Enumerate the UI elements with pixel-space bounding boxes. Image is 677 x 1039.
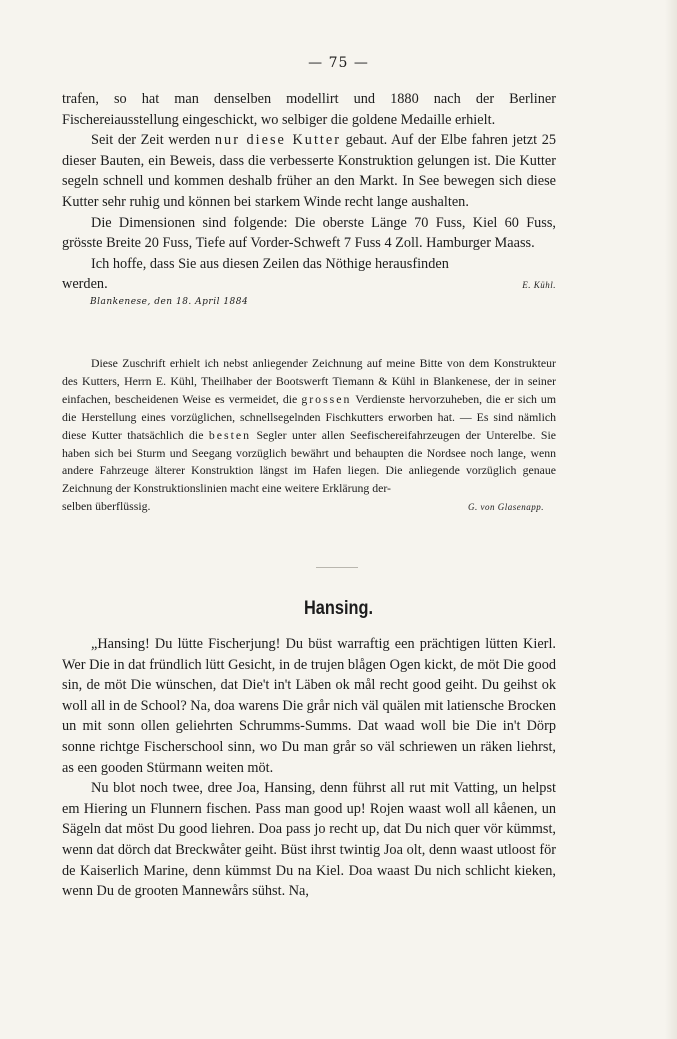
comment-signature: G. von Glasenapp.	[468, 502, 544, 513]
letter-last-word: werden.	[62, 276, 108, 293]
story-section	[62, 634, 556, 902]
letter-date: Blankenese, den 18. April 1884	[90, 296, 249, 307]
story-paragraph: „Hansing! Du lütte Fischerjung! Du büst warraftig een prächtigen lütten Kierl. Wer Die in dat fründlich lütt Gesicht, in de trujen blågen Ogen kickt, de möt Die good sin, de möt Die wünschen, dat Die't in't Läben ok mål recht good geiht. Du geihst ok woll all in de School? Na, doa warens Die grår nich väl quälen mit latiensche Brocken un mit sonn ollen geliehrten Schrumms-Summs. Dat waad woll bie Die in't Dörp sonne richtge Fischerschool sinn, wo Du man grår so väl schriewen un räken liehrst, as een gooden Stürmann weiten möt.	[62, 636, 556, 776]
letter-signature: E. Kühl.	[522, 280, 556, 291]
letter-paragraph: trafen, so hat man denselben modellirt und 1880 nach der Berliner Fischereiausstellung eingeschickt, wo selbiger die goldene Medaille erhielt.	[62, 91, 556, 128]
comment-paragraph	[62, 355, 556, 498]
text-run: Segler unter allen Seefischereifahrzeugen der Unterelbe. Sie haben sich bei Sturm und Seegang vorzüglich bewährt und behaupten die Nordsee noch lange, wenn andere Fahrzeuge älterer Konstruktion längst im Hafen liegen. Die anliegende vorzüglich genaue Zeichnung der Konstruktionslinien macht eine weitere Erklärung der-	[62, 427, 556, 496]
emphasized-text: besten	[208, 427, 252, 442]
letter-section	[62, 89, 556, 308]
letter-paragraph: Die Dimensionen sind folgende: Die oberste Länge 70 Fuss, Kiel 60 Fuss, grösste Breite 20 Fuss, Tiefe auf Vorder-Schweft 7 Fuss 4 Zoll. Hamburger Maass.	[62, 214, 556, 252]
page-edge-shadow	[665, 0, 677, 1039]
comment-closing-line	[62, 498, 556, 517]
comment-last-line: selben überflüssig.	[62, 499, 151, 514]
letter-paragraph: Ich hoffe, dass Sie aus diesen Zeilen das Nöthige herausfinden	[91, 255, 449, 272]
page-number: — 75 —	[308, 55, 369, 71]
emphasized-text: grossen	[301, 391, 352, 406]
text-run: Verdienste hervorzuheben, die er sich um die Herstellung eines vorzüglichen, schnellsegelnden Fischkutters erworben hat. — Es sind nämlich diese Kutter thatsächlich die	[62, 391, 556, 442]
story-paragraph: Nu blot noch twee, dree Joa, Hansing, denn führst all rut mit Vatting, un helpst em Hiering un Flunnern fischen. Pass man good up! Rojen waast woll all kåenen, un Sägeln dat möst Du good liehren. Doa pass jo recht up, dat Du nich quer vör kümmst, wenn dat dörch dat Breckwåter geiht. Büst ihrst twintig Joa olt, denn waast utloost för de Kaiserlich Marine, denn kümmst Du na Kiel. Doa waast Du nich schlicht kieken, wenn Du de grooten Mannewårs sühst. Na,	[62, 780, 556, 900]
section-divider	[316, 567, 358, 568]
text-run: Diese Zuschrift erhielt ich nebst anliegender Zeichnung auf meine Bitte von dem Konstrukteur des Kutters, Herrn E. Kühl, Theilhaber der Bootswerft Tiemann & Kühl in Blankenese, der in seiner einfachen, bescheidenen Weise es vermeidet, die	[62, 356, 556, 406]
editor-comment	[62, 355, 556, 517]
letter-paragraph	[62, 130, 556, 212]
text-run: gebaut. Auf der Elbe fahren jetzt 25 dieser Bauten, ein Beweis, dass die verbesserte Konstruktion gelungen ist. Die Kutter segeln schnell und kommen deshalb früher an den Markt. In See bewegen sich diese Kutter sehr ruhig und können bei starkem Winde recht lange aushalten.	[62, 132, 556, 210]
emphasized-text: nur diese Kutter	[214, 132, 341, 149]
letter-closing-line	[62, 274, 556, 296]
text-run: Seit der Zeit werden	[91, 132, 215, 149]
section-heading: Hansing.	[303, 598, 373, 619]
